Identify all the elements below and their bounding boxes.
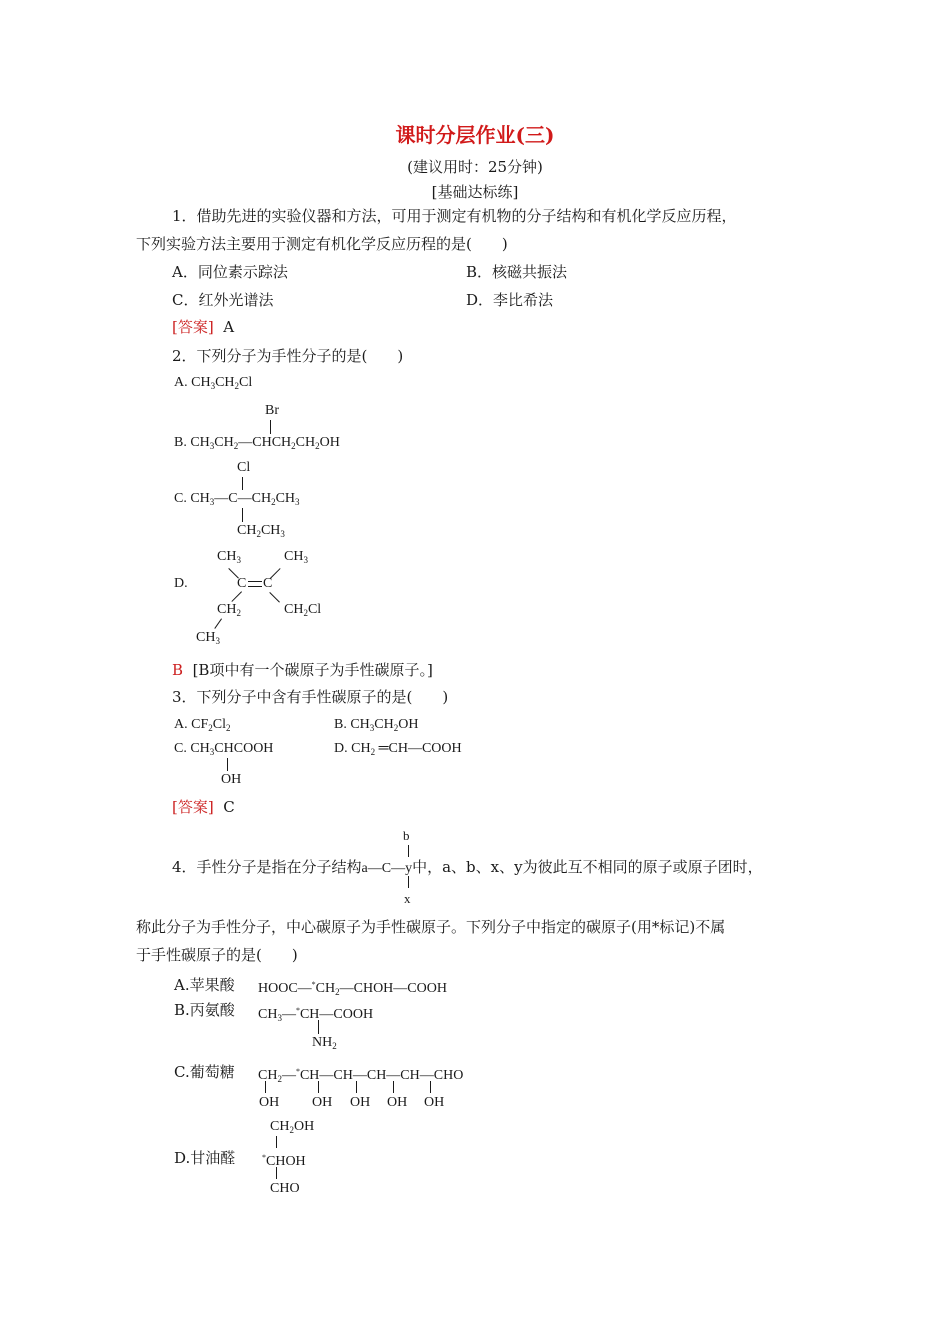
q4-option-d: D.甘油醛 [174,1149,236,1167]
q1-stem-line1: 1．借助先进的实验仪器和方法，可用于测定有机物的分子结构和有机化学反应历程， [172,207,737,225]
answer-label: [答案] [172,318,214,336]
q3-stem: 3．下列分子中含有手性碳原子的是( ) [172,688,449,706]
q4-stem-line1: 4．手性分子是指在分子结构a—C—y中，a、b、x、y为彼此互不相同的原子或原子团时， [172,858,763,876]
q1-option-b: B．核磁共振法 [466,263,568,281]
q1-option-d: D．李比希法 [466,291,554,309]
q3-option-b: B. $CH_3CH_2OH$ [334,717,419,733]
page-subtitle: (建议用时：25分钟) [407,158,543,176]
q4-stem-line2: 称此分子为手性分子，中心碳原子为手性碳原子。下列分子中指定的碳原子(用*标记)不属 [136,918,726,936]
q2-option-a: A. $CH_3CH_2Cl$ [174,375,253,391]
q2-stem: 2．下列分子为手性分子的是( ) [172,347,404,365]
q1-option-a: A．同位素示踪法 [172,263,288,281]
answer-label: [答案] [172,798,214,816]
q4-option-c: C.葡萄糖 [174,1063,235,1081]
q2-answer [172,660,433,680]
answer-value: A [223,318,235,336]
section-heading: [基础达标练] [431,183,519,201]
q3-option-a: A. $CF_2Cl_2$ [174,717,231,733]
q4-stem-line3: 于手性碳原子的是( ) [136,946,298,964]
q3-option-d: D. $CH_2$ ═CH—COOH [334,741,462,757]
q4-option-b: B.丙氨酸 [174,1001,235,1019]
chiral-structure: a—C—y [361,861,413,876]
answer-letter: B [172,661,184,679]
q1-answer [172,317,234,337]
q4-option-a: A.苹果酸 [174,976,235,994]
answer-explanation: [B项中有一个碳原子为手性碳原子。] [192,661,433,679]
answer-value: C [223,798,235,816]
q1-stem-line2: 下列实验方法主要用于测定有机化学反应历程的是( ) [136,235,508,253]
q3-answer [172,797,235,817]
q1-option-c: C．红外光谱法 [172,291,274,309]
page-title: 课时分层作业(三) [395,123,555,147]
